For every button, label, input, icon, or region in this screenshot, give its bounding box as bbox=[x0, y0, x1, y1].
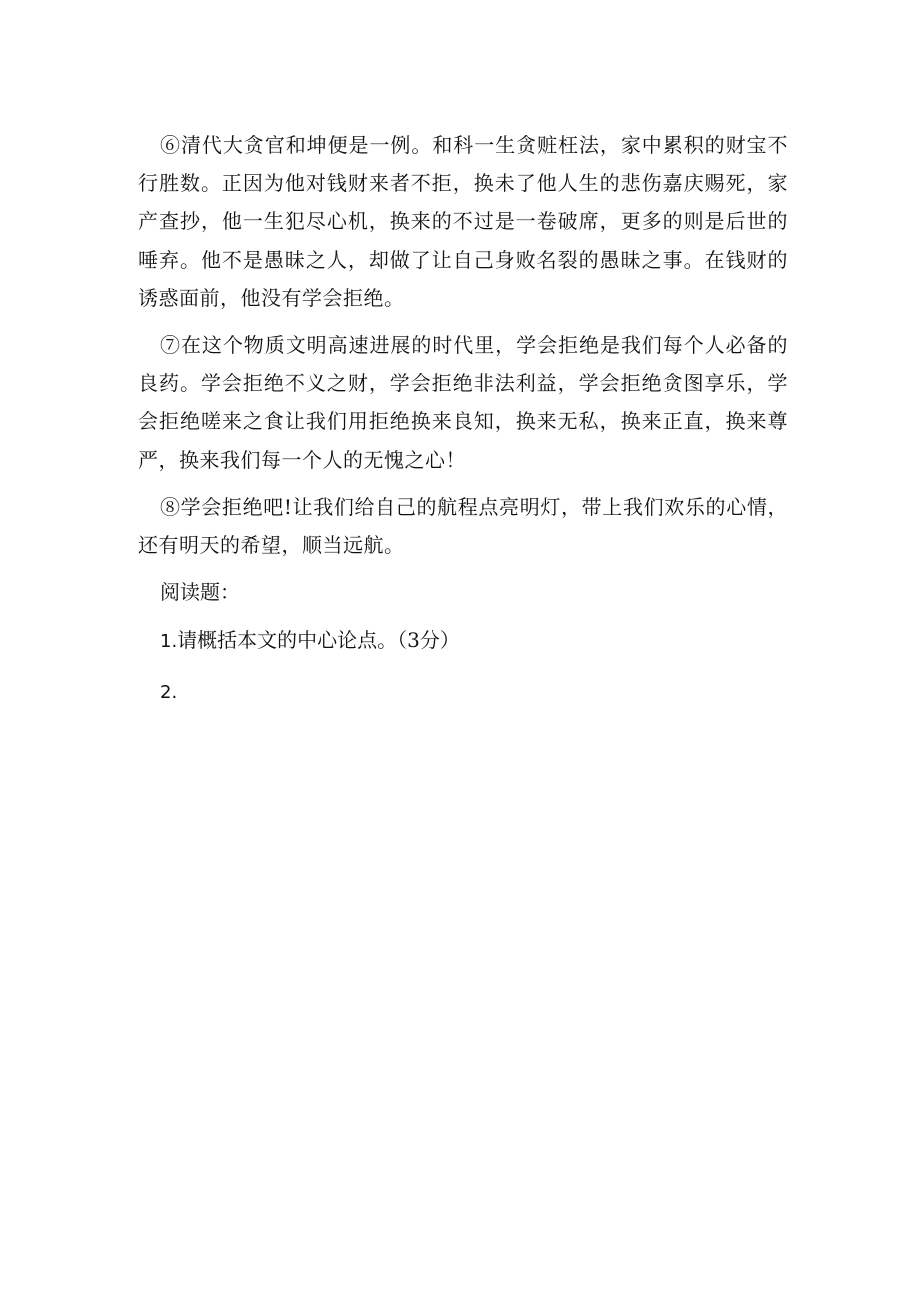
document-body bbox=[138, 126, 788, 712]
paragraph-7: ⑦在这个物质文明高速进展的时代里，学会拒绝是我们每个人必备的良药。学会拒绝不义之财，学会拒绝非法利益，学会拒绝贪图享乐，学会拒绝嗟来之食让我们用拒绝换来良知，换来无私，换来正直，换来尊严，换来我们每一个人的无愧之心！ bbox=[138, 333, 788, 472]
question-2-number: 2. bbox=[160, 682, 178, 704]
reading-questions-label: 阅读题： bbox=[160, 580, 240, 605]
question-1-text: 请概括本文的中心论点。（3分） bbox=[177, 628, 460, 653]
question-1-number: 1. bbox=[160, 631, 178, 653]
paragraph-8: ⑧学会拒绝吧!让我们给自己的航程点亮明灯，带上我们欢乐的心情，还有明天的希望，顺当远航。 bbox=[138, 494, 788, 558]
question-1 bbox=[138, 621, 788, 661]
paragraph-6: ⑥清代大贪官和坤便是一例。和科一生贪赃枉法，家中累积的财宝不行胜数。正因为他对钱财来者不拒，换未了他人生的悲伤嘉庆赐死，家产查抄，他一生犯尽心机，换来的不过是一卷破席，更多的则是后世的唾弃。他不是愚昧之人，却做了让自己身败名裂的愚昧之事。在钱财的诱惑面前，他没有学会拒绝。 bbox=[138, 133, 788, 310]
question-2 bbox=[138, 672, 788, 712]
